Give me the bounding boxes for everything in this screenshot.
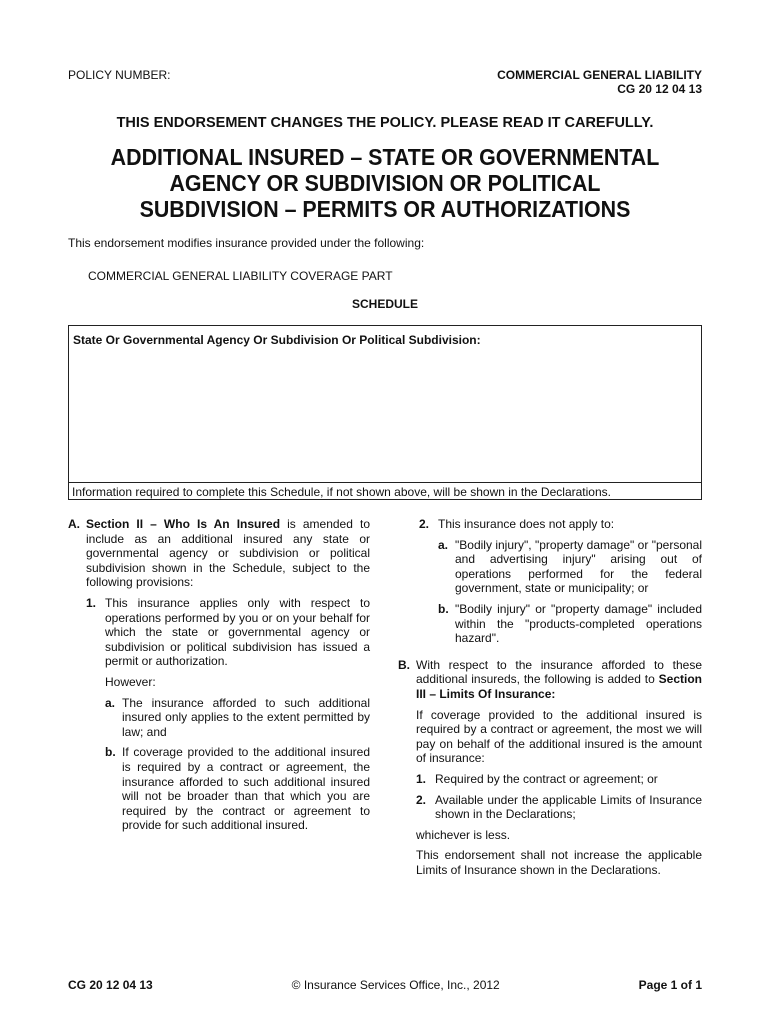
schedule-heading: SCHEDULE <box>351 297 418 311</box>
item-label: 1. <box>86 595 97 610</box>
schedule-table <box>68 325 702 500</box>
title-line: ADDITIONAL INSURED – STATE OR GOVERNMENTAL <box>110 144 660 170</box>
item-label: 2. <box>416 792 427 807</box>
however-text: However: <box>105 674 156 689</box>
item-label: a. <box>438 537 449 552</box>
modifies-text: This endorsement modifies insurance provided under the following: <box>68 236 425 250</box>
schedule-field-value[interactable] <box>73 352 697 477</box>
policy-number-label: POLICY NUMBER: <box>68 68 171 82</box>
item-label: 1. <box>416 771 427 786</box>
item-text: Required by the contract or agreement; or <box>435 771 658 786</box>
footer-form-number: CG 20 12 04 13 <box>68 978 153 992</box>
section-paragraph: If coverage provided to the additional insured is required by a contract or agreement, the most we will pay on behalf of the additional insured is the amount of insurance: <box>416 707 702 766</box>
endorsement-notice: THIS ENDORSEMENT CHANGES THE POLICY. PLEASE READ IT CAREFULLY. <box>116 115 654 131</box>
whichever-text: whichever is less. <box>416 827 511 842</box>
item-text: Available under the applicable Limits of Insurance shown in the Declarations; <box>435 792 702 822</box>
schedule-field-label: State Or Governmental Agency Or Subdivision Or Political Subdivision: <box>73 333 481 347</box>
form-title: COMMERCIAL GENERAL LIABILITY <box>497 68 702 82</box>
section-a <box>68 517 370 851</box>
item-label: a. <box>105 695 116 710</box>
item-text: This insurance applies only with respect to operations performed by you or on your behalf for which the state or governmental agency or subdivision or political subdivision has issued a permit or authorization. <box>105 595 370 669</box>
item-text: If coverage provided to the additional insured is required by a contract or agreement, the insurance afforded to such additional insured will not be broader than that which you are required by the contract or agreement to provide for such additional insured. <box>122 745 370 833</box>
footer-copyright: © Insurance Services Office, Inc., 2012 <box>291 978 500 992</box>
coverage-part: COMMERCIAL GENERAL LIABILITY COVERAGE PART <box>88 269 393 283</box>
title-line: AGENCY OR SUBDIVISION OR POLITICAL <box>169 170 601 196</box>
section-text: is amended to include as an additional insured any state or governmental agency or subdivision or political subdivision shown in the Schedule, subject to the following provisions: <box>86 517 370 590</box>
page-number: Page 1 of 1 <box>638 978 702 992</box>
form-number: CG 20 12 04 13 <box>617 82 702 96</box>
item-text: "Bodily injury", "property damage" or "personal and advertising injury" arising out of operations performed for the federal government, state or municipality; or <box>455 537 702 596</box>
schedule-footnote: Information required to complete this Schedule, if not shown above, will be shown in the Declarations. <box>69 482 701 499</box>
item-text: The insurance afforded to such additional insured only applies to the extent permitted by law; and <box>122 695 370 739</box>
section-label: B. <box>398 657 410 672</box>
section-a-continued-b <box>400 517 702 889</box>
item-text: This insurance does not apply to: <box>438 517 615 531</box>
section-label: A. <box>68 517 80 531</box>
form-header <box>497 68 702 96</box>
title-line: SUBDIVISION – PERMITS OR AUTHORIZATIONS <box>139 196 631 222</box>
closing-text: This endorsement shall not increase the applicable Limits of Insurance shown in the Declarations. <box>416 848 702 877</box>
page-title <box>27 144 743 222</box>
item-text: "Bodily injury" or "property damage" included within the "products-completed operations hazard". <box>455 601 702 646</box>
item-label: b. <box>105 745 116 760</box>
section-text: With respect to the insurance afforded to these additional insureds, the following is added to <box>416 657 702 687</box>
item-label: b. <box>438 601 449 616</box>
footer <box>68 978 702 992</box>
section-heading: Section II – Who Is An Insured <box>86 517 281 531</box>
item-label: 2. <box>419 517 430 531</box>
section-heading: Section III – Limits Of Insurance: <box>416 672 702 701</box>
